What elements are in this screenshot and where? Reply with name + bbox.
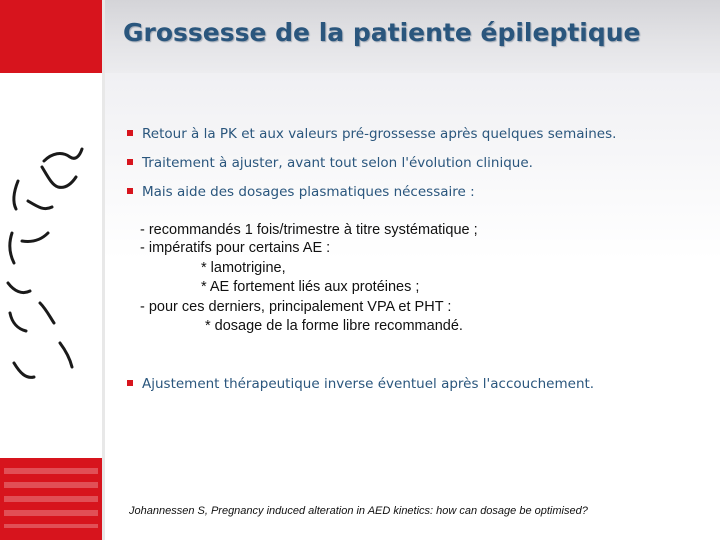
bullet-text: Traitement à ajuster, avant tout selon l'évolution clinique.	[142, 155, 533, 171]
detail-line: - recommandés 1 fois/trimestre à titre systématique ;	[140, 222, 478, 238]
bullet-item	[127, 376, 594, 392]
bullet-text: Retour à la PK et aux valeurs pré-grossesse après quelques semaines.	[142, 126, 617, 142]
slide-title: Grossesse de la patiente épileptique	[123, 18, 641, 47]
left-red-block-bottom	[0, 458, 102, 540]
left-red-block-texture	[4, 468, 98, 528]
reference-citation: Johannessen S, Pregnancy induced alteration in AED kinetics: how can dosage be optimised?	[129, 505, 588, 517]
left-red-block-top	[0, 0, 102, 73]
detail-line: - pour ces derniers, principalement VPA et PHT :	[140, 299, 452, 315]
athlete-figure-illustration	[0, 73, 102, 458]
bullet-square-icon	[127, 130, 133, 136]
detail-line: - impératifs pour certains AE :	[140, 240, 331, 256]
bullet-item	[127, 155, 533, 171]
bullet-item	[127, 184, 475, 200]
bullet-item	[127, 126, 616, 142]
bullet-square-icon	[127, 188, 133, 194]
bullet-text: Ajustement thérapeutique inverse éventuel après l'accouchement.	[142, 376, 595, 392]
detail-subline: * lamotrigine,	[201, 260, 286, 276]
bullet-square-icon	[127, 159, 133, 165]
slide-header	[105, 0, 720, 73]
detail-subline: * dosage de la forme libre recommandé.	[205, 318, 463, 334]
bullet-square-icon	[127, 380, 133, 386]
left-decorative-panel	[0, 0, 102, 540]
slide-content	[105, 73, 720, 540]
detail-subline: * AE fortement liés aux protéines ;	[201, 279, 420, 295]
bullet-text: Mais aide des dosages plasmatiques nécessaire :	[142, 184, 475, 200]
